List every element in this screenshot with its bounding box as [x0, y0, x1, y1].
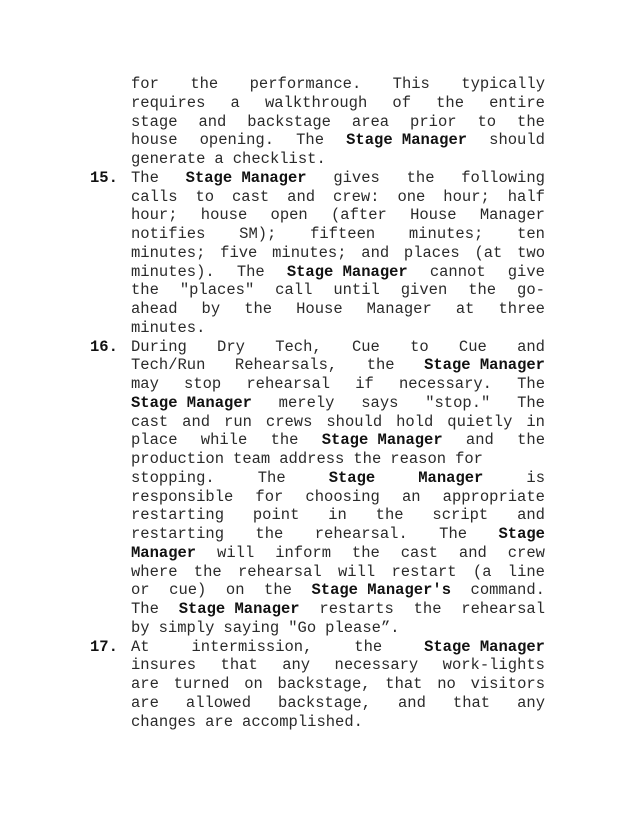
word: backstage, — [278, 693, 372, 712]
word: necessary. — [398, 375, 492, 393]
text-line — [131, 450, 545, 469]
word: cannot — [429, 262, 486, 281]
word: minutes). — [131, 262, 215, 281]
text-line — [131, 300, 545, 319]
word: in — [328, 506, 347, 525]
text-line — [131, 525, 545, 544]
word: may — [131, 375, 159, 393]
word: run — [224, 412, 252, 431]
word: or — [131, 581, 150, 600]
word: visitors — [470, 675, 545, 693]
word: the — [131, 281, 159, 300]
word: place — [131, 431, 178, 450]
word: Rehearsals, — [234, 356, 338, 375]
text-line — [131, 281, 545, 300]
text-line — [131, 244, 545, 263]
word: The — [257, 468, 286, 487]
word: the — [264, 581, 292, 600]
word: the — [351, 543, 380, 562]
text-line — [131, 394, 545, 413]
word: the — [517, 112, 545, 131]
word: by — [131, 618, 150, 637]
word: the — [366, 356, 395, 375]
word: House — [410, 206, 457, 225]
word: that — [385, 675, 423, 693]
word: Cue — [351, 337, 380, 356]
word: command. — [470, 581, 545, 600]
bold-term: Stage Manager — [178, 600, 300, 618]
text-line — [131, 356, 545, 375]
word: and — [398, 693, 426, 712]
word: merely — [278, 393, 335, 412]
word: (a — [472, 562, 492, 581]
text-line — [131, 113, 545, 132]
word: by — [201, 300, 221, 318]
word: simply — [158, 618, 215, 637]
word: and — [517, 506, 545, 525]
word: says — [361, 393, 399, 412]
word: (at — [474, 243, 503, 262]
word: a — [214, 150, 224, 168]
word: any — [282, 656, 311, 675]
bold-term: Stage Manager's — [311, 581, 451, 600]
text-line — [131, 169, 545, 188]
word: in — [526, 412, 545, 431]
word: three — [498, 300, 545, 318]
word: the — [406, 168, 435, 187]
word: requires — [131, 93, 206, 112]
word: and — [517, 337, 545, 356]
word: will — [337, 562, 376, 581]
word: performance. — [249, 75, 362, 93]
word: The — [517, 393, 545, 412]
word: to — [195, 187, 215, 206]
word: During — [131, 337, 187, 356]
word: rehearsal — [461, 600, 545, 618]
word: crew: — [333, 187, 380, 206]
word: calls — [131, 187, 178, 206]
word: area — [351, 112, 390, 131]
word: to — [477, 112, 497, 131]
word: restarting — [131, 525, 225, 543]
word: Tech, — [275, 337, 322, 356]
word: should — [326, 412, 383, 431]
word: crews — [265, 412, 313, 431]
bold-term: Stage — [328, 468, 376, 487]
word: production — [131, 450, 225, 468]
word: until — [333, 281, 380, 300]
word: fifteen — [310, 225, 376, 243]
word: Cue — [458, 337, 487, 356]
word: to — [410, 337, 429, 356]
word: responsible — [131, 487, 234, 506]
word: and — [287, 187, 316, 206]
word: prior — [410, 112, 457, 131]
word: notifies — [131, 225, 206, 243]
word: The — [131, 600, 159, 618]
word: The — [296, 131, 325, 150]
word: ahead — [131, 300, 178, 318]
word: call — [275, 281, 313, 300]
word: the — [353, 450, 382, 468]
word: hour; — [131, 206, 178, 225]
word: Manager — [366, 300, 432, 318]
text-line — [131, 94, 545, 113]
word: The — [517, 375, 545, 393]
word: At — [131, 637, 150, 656]
word: gives — [333, 168, 380, 187]
word: minutes. — [131, 318, 206, 337]
item-number: 15. — [90, 168, 118, 187]
text-line — [131, 431, 545, 450]
word: The — [439, 525, 468, 543]
word: five — [220, 243, 258, 262]
text-line — [131, 206, 545, 225]
word: SM); — [239, 225, 277, 243]
word: "Go — [288, 618, 317, 637]
bold-term: Manager — [131, 543, 197, 562]
word: generate — [131, 150, 206, 168]
bold-term: Stage Manager — [131, 393, 252, 412]
word: house — [131, 131, 178, 150]
word: quietly — [447, 412, 513, 431]
word: rehearsal. — [314, 525, 408, 543]
text-line — [131, 506, 545, 525]
word: (after — [331, 206, 387, 225]
text-line — [131, 656, 545, 675]
word: the — [468, 281, 497, 300]
word: for — [455, 450, 483, 468]
item-number: 16. — [90, 337, 118, 356]
text-line — [131, 413, 545, 432]
word: rehearsal — [237, 562, 322, 581]
word: and — [465, 431, 494, 450]
word: the — [255, 525, 284, 543]
word: cast — [232, 187, 270, 206]
word: any — [517, 693, 545, 712]
word: team — [233, 450, 271, 468]
word: address — [279, 450, 345, 468]
text-line — [131, 488, 545, 507]
word: on — [225, 581, 245, 600]
text-line — [131, 713, 545, 732]
word: that — [452, 693, 491, 712]
text-line — [131, 225, 545, 244]
word: places — [403, 243, 460, 262]
word: point — [252, 506, 300, 525]
text-line — [131, 581, 545, 600]
word: the — [375, 506, 404, 525]
text-line — [131, 338, 545, 357]
text-line — [131, 75, 545, 94]
word: cue) — [169, 581, 207, 600]
word: accomplished. — [242, 712, 363, 731]
text-line — [131, 675, 545, 694]
bold-term: Stage Manager — [424, 637, 545, 656]
word: "places" — [179, 281, 255, 300]
word: for — [131, 75, 159, 93]
word: house — [200, 206, 248, 225]
word: restarts — [319, 600, 394, 618]
word: two — [517, 243, 545, 262]
word: House — [296, 300, 343, 318]
word: intermission, — [191, 637, 313, 656]
word: will — [217, 543, 255, 562]
text-line — [131, 544, 545, 563]
word: backstage, — [277, 675, 371, 693]
word: insures — [131, 656, 197, 675]
word: given — [400, 281, 448, 300]
text-line — [131, 619, 545, 638]
word: minutes; — [272, 243, 347, 262]
word: and — [361, 243, 390, 262]
word: line — [507, 562, 545, 581]
text-line — [131, 375, 545, 394]
word: opening. — [199, 131, 275, 150]
text-line — [131, 638, 545, 657]
word: minutes; — [408, 225, 484, 243]
word: please”. — [325, 618, 400, 637]
word: "stop." — [425, 393, 491, 412]
word: the — [517, 431, 545, 450]
text-line — [131, 694, 545, 713]
text-line — [131, 563, 545, 582]
bold-term: Stage Manager — [286, 262, 408, 281]
word: script — [432, 506, 489, 525]
item-number: 17. — [90, 637, 118, 656]
word: at — [455, 300, 475, 318]
word: changes — [131, 712, 197, 731]
word: reason — [390, 450, 447, 468]
word: ten — [517, 225, 545, 243]
word: no — [437, 675, 456, 693]
word: one — [397, 187, 426, 206]
word: half — [507, 187, 545, 206]
text-line — [131, 188, 545, 207]
word: The — [236, 262, 265, 281]
word: Dry — [217, 337, 245, 356]
word: the — [354, 637, 383, 656]
word: is — [526, 468, 545, 487]
bold-term: Stage Manager — [424, 356, 545, 375]
word: choosing — [305, 487, 380, 506]
word: allowed — [185, 693, 252, 712]
text-line — [131, 131, 545, 150]
bold-term: Stage — [498, 525, 545, 543]
bold-term: Manager — [418, 468, 484, 487]
word: typically — [461, 75, 545, 93]
word: Manager — [479, 206, 545, 225]
word: the — [270, 431, 299, 450]
word: while — [200, 431, 248, 450]
word: that — [220, 656, 258, 675]
word: stage — [131, 112, 178, 131]
bold-term: Stage Manager — [185, 168, 307, 187]
word: are — [131, 693, 159, 712]
word: saying — [223, 618, 280, 637]
word: and — [198, 112, 227, 131]
word: if — [355, 375, 374, 393]
text-line — [131, 319, 545, 338]
word: minutes; — [131, 243, 206, 262]
word: checklist. — [232, 150, 326, 168]
word: restarting — [131, 506, 225, 525]
word: of — [392, 93, 411, 112]
word: should — [489, 131, 545, 150]
text-line — [131, 263, 545, 282]
word: The — [131, 168, 159, 187]
word: turned — [173, 675, 230, 693]
bold-term: Stage Manager — [321, 431, 443, 450]
text-line — [131, 150, 545, 169]
word: are — [205, 712, 234, 731]
word: cast — [400, 543, 438, 562]
word: restart — [391, 562, 457, 581]
word: give — [507, 262, 545, 281]
word: an — [401, 487, 421, 506]
word: Tech/Run — [131, 356, 206, 375]
text-line — [131, 600, 545, 619]
word: This — [392, 75, 430, 93]
word: stop — [184, 375, 222, 393]
word: walkthrough — [264, 93, 368, 112]
word: backstage — [247, 112, 331, 131]
word: open — [270, 206, 308, 225]
word: hour; — [443, 187, 490, 206]
bold-term: Stage Manager — [346, 131, 468, 150]
word: are — [131, 675, 159, 693]
word: stopping. — [131, 468, 215, 487]
word: rehearsal — [246, 375, 331, 393]
word: for — [255, 487, 284, 506]
word: necessary — [334, 656, 419, 675]
word: where — [131, 562, 178, 581]
word: and — [458, 543, 487, 562]
word: the — [413, 600, 442, 618]
word: and — [182, 412, 211, 431]
text-line — [131, 469, 545, 488]
word: work-lights — [442, 656, 545, 675]
word: the — [193, 562, 222, 581]
word: on — [244, 675, 263, 693]
word: crew — [507, 543, 545, 562]
word: the — [244, 300, 273, 318]
word: appropriate — [442, 487, 545, 506]
word: hold — [396, 412, 434, 431]
word: go- — [517, 281, 545, 300]
word: entire — [489, 93, 545, 112]
word: the — [436, 93, 465, 112]
word: following — [461, 168, 545, 187]
word: cast — [131, 412, 169, 431]
word: a — [230, 93, 240, 112]
word: the — [190, 75, 219, 93]
word: inform — [275, 543, 331, 562]
